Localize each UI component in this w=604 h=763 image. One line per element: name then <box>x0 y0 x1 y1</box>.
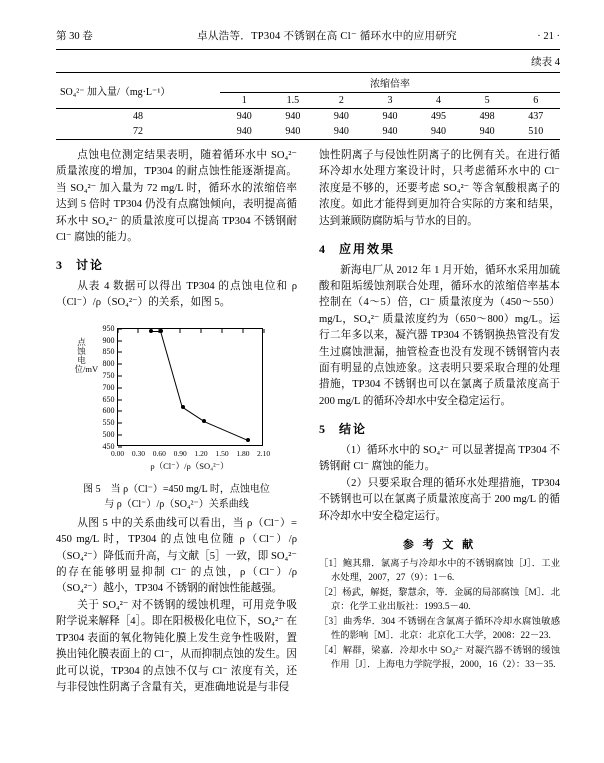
x-tick-label: 1.80 <box>236 448 250 458</box>
series-segment <box>160 331 182 407</box>
cell-value: 940 <box>317 124 366 140</box>
paragraph: 关于 SO₄²⁻ 对不锈钢的缓蚀机理，可用竞争吸附学说来解释［4］。即在阳极极化电位下，SO₄²⁻ 在 TP304 表面的氧化物钝化膜上发生竞争性吸附，置换出钝化膜表面上的 Cl⁻，从而抑制点蚀的发生。因此可以说，TP304 的点蚀不仅与 Cl⁻ 浓度有关，还与非侵蚀性阴离子含量有关，更准确地说是与非侵 <box>56 599 297 693</box>
y-tick-label: 900 <box>102 335 115 345</box>
figure-caption-line1: 图 5 当 ρ（Cl⁻）=450 mg/L 时，点蚀电位 <box>83 483 270 495</box>
series-segment <box>182 407 204 422</box>
plot-box <box>102 323 271 458</box>
table-col-header: 5 <box>463 93 512 109</box>
figure-caption <box>56 482 297 512</box>
cell-value: 940 <box>382 111 398 122</box>
cell-value: 495 <box>431 111 447 122</box>
paragraph: 蚀性阴离子与侵蚀性阴离子的比例有关。在进行循环冷却水处理方案设计时，只考虑循环水中的 Cl⁻ 浓度是不够的，还要考虑 SO₄²⁻ 等含氧酸根离子的浓度。如此才能得到更加符合实际的方案和结果，达到兼顾防腐防垢与节水的目的。 <box>319 150 560 227</box>
x-tick-label: 0.30 <box>131 448 145 458</box>
y-tick-label: 850 <box>102 347 115 357</box>
series-segment <box>204 421 248 441</box>
reference-item: ［2］杨武，解挺，黎慧余，等．金属的局部腐蚀［M］．北京：化学工业出版社：1993.5－40. <box>319 587 560 612</box>
table-col-header: 6 <box>511 93 560 109</box>
running-head <box>56 28 560 43</box>
x-tick-label: 0.90 <box>173 448 187 458</box>
x-tick-label: 1.50 <box>215 448 229 458</box>
paragraph: （2）只要采取合理的循环水处理措施，TP304 不锈钢也可以在氯离子质量浓度高于 200 mg/L 的循环冷却水中安全稳定运行。 <box>319 477 560 522</box>
chart-area <box>74 320 277 480</box>
section-number: 5 <box>319 422 325 437</box>
y-tick-label: 500 <box>102 429 115 439</box>
table-group-header: 浓缩倍率 <box>220 73 560 93</box>
section-name: 讨论 <box>76 258 105 273</box>
table-col-header: 2 <box>317 93 366 109</box>
reference-item: ［4］解群，梁嘉．冷却水中 SO₄²⁻ 对凝汽器不锈钢的缓蚀作用［J］．上海电力学院学报，2000，16（2）：33－35. <box>319 645 560 670</box>
data-point <box>149 329 153 333</box>
figure-caption-line2: 与 ρ（Cl⁻）/ρ（SO₄²⁻）关系曲线 <box>104 498 249 510</box>
volume-label: 第 30 卷 <box>56 31 93 42</box>
x-tick-label: 0.00 <box>110 448 125 458</box>
x-tick-label: 2.10 <box>256 448 271 458</box>
cell-value: 498 <box>479 111 495 122</box>
right-column <box>319 148 560 696</box>
cell-value: 940 <box>220 124 269 140</box>
article-title: 卓从浩等．TP304 不锈钢在高 Cl⁻ 循环水中的应用研究 <box>197 31 457 42</box>
y-tick-label: 650 <box>102 394 115 404</box>
y-tick-label: 800 <box>102 359 115 369</box>
data-point <box>246 438 250 442</box>
section-name: 结论 <box>339 422 368 437</box>
paragraph: 从图 5 中的关系曲线可以看出，当 ρ（Cl⁻）= 450 mg/L 时，TP304 的点蚀电位随 ρ（Cl⁻）/ρ（SO₄²⁻）降低而升高，与文献［5］一致，即 SO₄²⁻ 的存在能够明显抑制 Cl⁻ 的点蚀，ρ（Cl⁻）/ρ（SO₄²⁻）越小，TP304 不锈钢的耐蚀性能越强。 <box>56 517 297 595</box>
cell-value: 510 <box>511 124 560 140</box>
cell-dose: 72 <box>56 124 220 140</box>
y-tick-label: 550 <box>102 418 115 428</box>
y-axis-label: 点蚀电位/mV <box>74 336 99 374</box>
page-number: · 21 · <box>537 31 560 42</box>
left-column <box>56 148 297 696</box>
table-col-header: 1.5 <box>269 93 318 109</box>
table-col-header: 1 <box>220 93 269 109</box>
y-tick-label: 950 <box>102 323 115 333</box>
header-rule <box>56 49 560 50</box>
section-heading-discussion <box>56 256 297 275</box>
section-number: 3 <box>56 258 62 273</box>
reference-item: ［1］鲍其鼎．氯离子与冷却水中的不锈钢腐蚀［J］．工业水处理，2007，27（9）：1－6. <box>319 558 560 583</box>
cell-value: 940 <box>333 111 349 122</box>
cell-value: 940 <box>366 124 415 140</box>
y-tick-label: 600 <box>102 406 115 416</box>
data-table <box>56 72 560 140</box>
body-columns <box>56 148 560 696</box>
section-heading-application <box>319 240 560 259</box>
references-heading: 参 考 文 献 <box>402 538 477 551</box>
cell-value: 940 <box>414 124 463 140</box>
data-point <box>159 329 163 333</box>
section-name: 应用效果 <box>339 242 396 257</box>
section-heading-conclusion <box>319 420 560 439</box>
cell-dose: 48 <box>133 111 143 122</box>
reference-item: ［3］曲秀华．304 不锈钢在含氯离子循环冷却水腐蚀敏感性的影响［M］．北京：北京化工大学，2008：22－23. <box>319 616 560 641</box>
cell-value: 940 <box>285 111 301 122</box>
table-header-row-1 <box>56 73 560 93</box>
paragraph: 从表 4 数据可以得出 TP304 的点蚀电位和 ρ（Cl⁻）/ρ（SO₄²⁻）的关系，如图 5。 <box>56 281 297 309</box>
data-point <box>202 419 206 423</box>
cell-value: 940 <box>463 124 512 140</box>
paragraph: （1）循环水中的 SO₄²⁻ 可以显著提高 TP304 不锈钢耐 Cl⁻ 腐蚀的能力。 <box>319 444 560 473</box>
cell-value: 940 <box>236 111 252 122</box>
data-point <box>181 405 185 409</box>
table-col-header: 4 <box>414 93 463 109</box>
section-number: 4 <box>319 242 325 257</box>
y-tick-label: 450 <box>102 441 115 451</box>
x-tick-label: 1.20 <box>194 448 208 458</box>
paragraph: 新海电厂从 2012 年 1 月开始，循环水采用加硫酸和阻垢缓蚀剂联合处理，循环水的浓缩倍率基本控制在（4～5）倍，Cl⁻ 质量浓度为（450～550）mg/L，SO₄²⁻ 质量浓度约为（650～800）mg/L。运行二年多以来，凝汽器 TP304 不锈钢换热管没有发生过腐蚀泄漏，抽管检查也没有发现不锈钢管内表面有明显的点蚀迹象。这表明只要采取合理的处理措施，TP304 不锈钢也可以在氯离子质量浓度高于 200 mg/L 的循环冷却水中安全稳定运行。 <box>319 264 560 407</box>
table-row <box>56 124 560 140</box>
y-tick-label: 700 <box>102 382 115 392</box>
y-tick-label: 750 <box>102 370 115 380</box>
figure-5 <box>56 320 297 512</box>
table-col-header-dose: SO₄²⁻ 加入量/（mg·L⁻¹） <box>56 73 220 109</box>
x-tick-label: 0.60 <box>152 448 166 458</box>
table-col-header: 3 <box>366 93 415 109</box>
x-axis-label: ρ（Cl⁻）/ρ（SO₄²⁻） <box>150 460 229 471</box>
cell-value: 437 <box>528 111 544 122</box>
cell-value: 940 <box>269 124 318 140</box>
table-row <box>56 109 560 125</box>
paragraph: 点蚀电位测定结果表明，随着循环水中 SO₄²⁻ 质量浓度的增加，TP304 的耐点蚀性能逐渐提高。当 SO₄²⁻ 加入量为 72 mg/L 时，循环水的浓缩倍率达到 5 倍时 TP304 仍没有点腐蚀倾向，表明提高循环水中 SO₄²⁻ 的质量浓度可以提高 TP304 不锈钢耐 Cl⁻ 腐蚀的能力。 <box>56 150 297 244</box>
table-continued-label: 续表 4 <box>531 57 560 68</box>
